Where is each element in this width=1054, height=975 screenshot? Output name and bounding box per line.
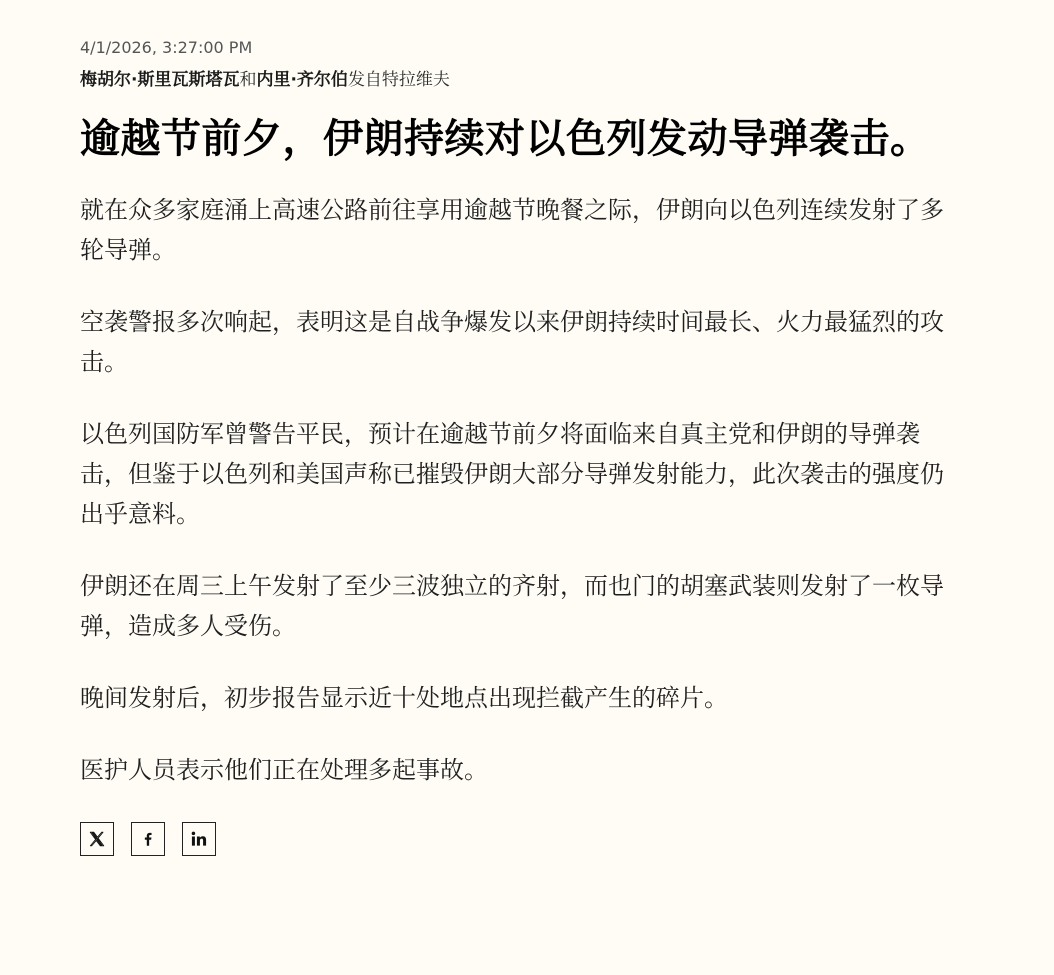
article-paragraph: 空袭警报多次响起，表明这是自战争爆发以来伊朗持续时间最长、火力最猛烈的攻击。: [80, 308, 944, 376]
article-paragraph: 医护人员表示他们正在处理多起事故。: [80, 756, 488, 784]
facebook-icon: [139, 830, 157, 848]
share-x-button[interactable]: [80, 822, 114, 856]
share-facebook-button[interactable]: [131, 822, 165, 856]
linkedin-icon: [189, 829, 209, 849]
article-paragraph: 晚间发射后，初步报告显示近十处地点出现拦截产生的碎片。: [80, 684, 728, 712]
article-paragraph: 以色列国防军曾警告平民，预计在逾越节前夕将面临来自真主党和伊朗的导弹袭击，但鉴于以色列和美国声称已摧毁伊朗大部分导弹发射能力，此次袭击的强度仍出乎意料。: [80, 420, 944, 528]
author-name[interactable]: 内里·齐尔伯: [256, 70, 348, 90]
byline-dateline: 发自特拉维夫: [347, 70, 450, 90]
author-name[interactable]: 梅胡尔·斯里瓦斯塔瓦: [80, 70, 240, 90]
x-icon: [88, 830, 106, 848]
article-paragraph: 就在众多家庭涌上高速公路前往享用逾越节晚餐之际，伊朗向以色列连续发射了多轮导弹。: [80, 196, 944, 264]
share-bar: [80, 822, 960, 856]
byline: [80, 68, 960, 92]
share-linkedin-button[interactable]: [182, 822, 216, 856]
article-paragraph: 伊朗还在周三上午发射了至少三波独立的齐射，而也门的胡塞武装则发射了一枚导弹，造成多人受伤。: [80, 572, 944, 640]
byline-conjunction: 和: [239, 70, 257, 90]
article-headline: 逾越节前夕，伊朗持续对以色列发动导弹袭击。: [80, 116, 931, 162]
article-timestamp: 4/1/2026, 3:27:00 PM: [80, 38, 253, 57]
